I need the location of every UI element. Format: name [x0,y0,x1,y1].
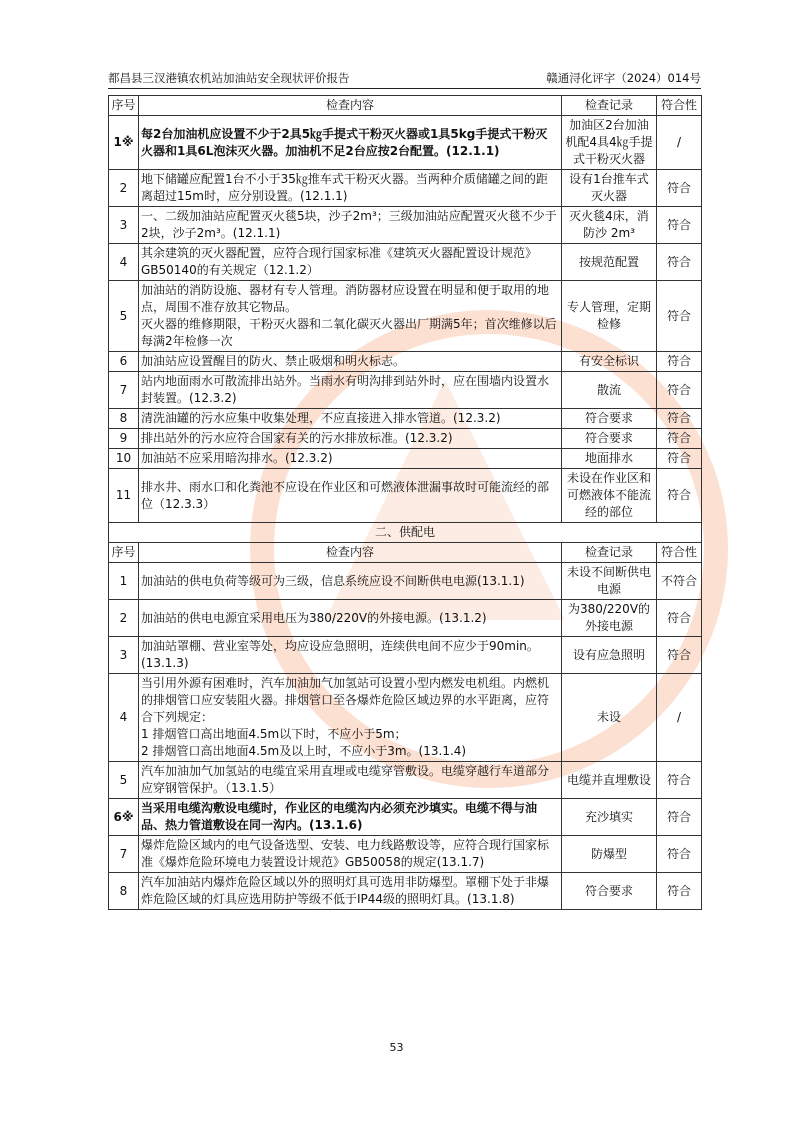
row-result: 符合 [657,409,702,429]
col-header-record: 检查记录 [562,96,657,116]
row-number: 7 [109,372,139,409]
table-row [109,637,702,674]
row-content: 清洗油罐的污水应集中收集处理，不应直接进入排水管道。(12.3.2) [139,409,562,429]
row-record: 电缆并直埋敷设 [562,762,657,799]
row-record: 未设 [562,674,657,762]
col-header-result-2: 符合性 [657,543,702,563]
row-record: 地面排水 [562,449,657,469]
row-record: 设有1台推车式灭火器 [562,170,657,207]
row-record: 符合要求 [562,429,657,449]
row-number: 1 [109,563,139,600]
row-result: 符合 [657,600,702,637]
row-content: 加油站应设置醒目的防火、禁止吸烟和明火标志。 [139,352,562,372]
row-record: 为380/220V的外接电源 [562,600,657,637]
row-content: 加油站罩棚、营业室等处，均应设应急照明，连续供电间不应少于90min。(13.1.3) [139,637,562,674]
row-content: 地下储罐应配置1台不小于35㎏推车式干粉灭火器。当两种介质储罐之间的距离超过15m时，应分别设置。(12.1.1) [139,170,562,207]
row-record: 防爆型 [562,836,657,873]
table-row [109,873,702,910]
page-number: 53 [389,1041,404,1054]
row-result: 符合 [657,469,702,523]
inspection-table [108,95,702,910]
row-number: 6※ [109,799,139,836]
row-result: 符合 [657,429,702,449]
row-result: 不符合 [657,563,702,600]
row-result: / [657,116,702,170]
row-result: 符合 [657,799,702,836]
section-row [109,523,702,543]
report-title: 都昌县三汊港镇农机站加油站安全现状评价报告 [108,71,350,85]
row-result: 符合 [657,372,702,409]
row-number: 7 [109,836,139,873]
col-header-no-2: 序号 [109,543,139,563]
table-row [109,429,702,449]
row-number: 8 [109,873,139,910]
row-result: 符合 [657,207,702,244]
row-record: 符合要求 [562,873,657,910]
row-content: 加油站的供电负荷等级可为三级，信息系统应设不间断供电电源(13.1.1) [139,563,562,600]
col-header-content-2: 检查内容 [139,543,562,563]
page-header [108,70,701,89]
table-row [109,600,702,637]
row-content: 当引用外源有困难时，汽车加油加气加氢站可设置小型内燃发电机组。内燃机的排烟管口应安装阻火器。排烟管口至各爆炸危险区域边界的水平距离，应符合下列规定： 1 排烟管口高出地面4.5m以下时，不应小于5m； 2 排烟管口高出地面4.5m及以上时，不应小于3m。(13.1.4) [139,674,562,762]
row-number: 5 [109,281,139,352]
row-record: 灭火毯4床，消防沙 2m³ [562,207,657,244]
row-record: 未设不间断供电电源 [562,563,657,600]
row-result: 符合 [657,637,702,674]
row-record: 符合要求 [562,409,657,429]
row-content: 爆炸危险区域内的电气设备选型、安装、电力线路敷设等，应符合现行国家标准《爆炸危险环境电力装置设计规范》GB50058的规定(13.1.7) [139,836,562,873]
row-content: 每2台加油机应设置不少于2具5㎏手提式干粉灭火器或1具5kg手提式干粉灭火器和1具6L泡沫灭火器。加油机不足2台应按2台配置。(12.1.1) [139,116,562,170]
table-row [109,563,702,600]
row-content: 加油站的供电电源宜采用电压为380/220V的外接电源。(13.1.2) [139,600,562,637]
table-row [109,674,702,762]
row-number: 9 [109,429,139,449]
row-number: 11 [109,469,139,523]
row-record: 散流 [562,372,657,409]
row-result: 符合 [657,244,702,281]
row-content: 当采用电缆沟敷设电缆时，作业区的电缆沟内必须充沙填实。电缆不得与油品、热力管道敷设在同一沟内。(13.1.6) [139,799,562,836]
row-result: 符合 [657,281,702,352]
table-row [109,409,702,429]
table-body-fire [109,116,702,523]
row-content: 排水井、雨水口和化粪池不应设在作业区和可燃液体泄漏事故时可能流经的部位（12.3.3） [139,469,562,523]
row-record: 加油区2台加油机配4具4㎏手提式干粉灭火器 [562,116,657,170]
row-content: 汽车加油加气加氢站的电缆宜采用直埋或电缆穿管敷设。电缆穿越行车道部分应穿钢管保护。（13.1.5） [139,762,562,799]
row-content: 一、二级加油站应配置灭火毯5块，沙子2m³；三级加油站应配置灭火毯不少于2块，沙子2m³。(12.1.1) [139,207,562,244]
table-row [109,352,702,372]
row-result: 符合 [657,170,702,207]
row-content: 站内地面雨水可散流排出站外。当雨水有明沟排到站外时，应在围墙内设置水封装置。(12.3.2) [139,372,562,409]
row-result: 符合 [657,352,702,372]
row-number: 8 [109,409,139,429]
row-content: 排出站外的污水应符合国家有关的污水排放标准。(12.3.2) [139,429,562,449]
row-number: 5 [109,762,139,799]
row-number: 4 [109,674,139,762]
row-number: 3 [109,637,139,674]
section-title: 二、供配电 [109,523,702,543]
table-row [109,372,702,409]
table-row [109,469,702,523]
row-number: 10 [109,449,139,469]
table-row [109,281,702,352]
col-header-result: 符合性 [657,96,702,116]
row-result: / [657,674,702,762]
table-row [109,207,702,244]
row-result: 符合 [657,762,702,799]
row-result: 符合 [657,449,702,469]
row-number: 4 [109,244,139,281]
table-row [109,836,702,873]
col-header-content: 检查内容 [139,96,562,116]
col-header-record-2: 检查记录 [562,543,657,563]
row-content: 汽车加油站内爆炸危险区域以外的照明灯具可选用非防爆型。罩棚下处于非爆炸危险区域的灯具应选用防护等级不低于IP44级的照明灯具。(13.1.8) [139,873,562,910]
row-number: 3 [109,207,139,244]
table-header-row-2 [109,543,702,563]
row-content: 其余建筑的灭火器配置，应符合现行国家标准《建筑灭火器配置设计规范》GB50140的有关规定（12.1.2） [139,244,562,281]
row-result: 符合 [657,873,702,910]
row-record: 有安全标识 [562,352,657,372]
report-number: 赣通浔化评字（2024）014号 [546,71,701,85]
row-record: 未设在作业区和可燃液体不能流经的部位 [562,469,657,523]
row-record: 充沙填实 [562,799,657,836]
table-row [109,244,702,281]
table-row [109,170,702,207]
row-record: 设有应急照明 [562,637,657,674]
row-result: 符合 [657,836,702,873]
table-row [109,449,702,469]
row-record: 专人管理，定期检修 [562,281,657,352]
row-number: 2 [109,600,139,637]
table-row [109,762,702,799]
row-number: 1※ [109,116,139,170]
table-body-power [109,563,702,910]
row-content: 加油站不应采用暗沟排水。(12.3.2) [139,449,562,469]
table-row [109,116,702,170]
table-header-row [109,96,702,116]
row-content: 加油站的消防设施、器材有专人管理。消防器材应设置在明显和便于取用的地点，周围不准存放其它物品。 灭火器的维修期限，干粉灭火器和二氧化碳灭火器出厂期满5年；首次维修以后每满2年检修一次 [139,281,562,352]
row-number: 2 [109,170,139,207]
col-header-no: 序号 [109,96,139,116]
row-record: 按规范配置 [562,244,657,281]
table-row [109,799,702,836]
row-number: 6 [109,352,139,372]
